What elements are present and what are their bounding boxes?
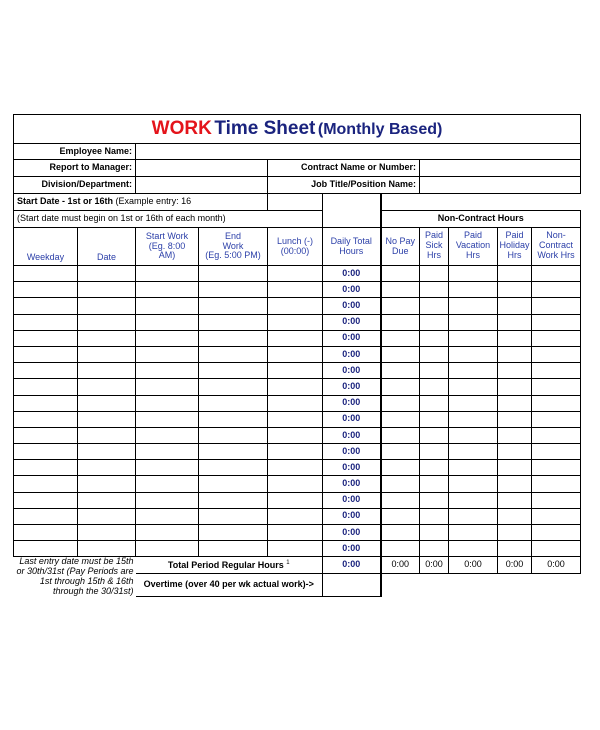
total-paid-holiday: 0:00 [498,557,532,574]
non-contract-work-cell[interactable] [532,314,581,330]
weekday-cell[interactable] [14,427,78,443]
paid-holiday-cell[interactable] [498,460,532,476]
start-work-cell[interactable] [136,282,199,298]
non-contract-work-cell[interactable] [532,282,581,298]
no-pay-due-cell[interactable] [381,314,420,330]
date-cell[interactable] [78,298,136,314]
non-contract-work-cell[interactable] [532,492,581,508]
start-date-row [14,194,268,211]
weekday-cell[interactable] [14,525,78,541]
overtime-blank [381,574,581,597]
report-to-manager-label: Report to Manager: [14,160,136,177]
paid-vacation-cell[interactable] [449,282,498,298]
non-contract-work-cell[interactable] [532,266,581,282]
non-contract-work-cell[interactable] [532,427,581,443]
start-work-cell[interactable] [136,346,199,362]
paid-vacation-cell[interactable] [449,460,498,476]
end-work-cell[interactable] [199,363,268,379]
end-work-cell[interactable] [199,298,268,314]
paid-sick-cell[interactable] [420,379,449,395]
no-pay-due-cell[interactable] [381,541,420,557]
no-pay-due-cell[interactable] [381,476,420,492]
paid-sick-cell[interactable] [420,266,449,282]
paid-sick-cell[interactable] [420,444,449,460]
date-cell[interactable] [78,411,136,427]
lunch-cell[interactable] [268,314,323,330]
paid-holiday-cell[interactable] [498,508,532,524]
pay-period-footnote: Last entry date must be 15th or 30th/31st (Pay Periods are 1st through 15th & 16th through the 30/31st) [16,556,134,597]
col-no-pay-line2: Due [391,245,409,256]
paid-sick-cell[interactable] [420,298,449,314]
col-paid-vac-line2: Vacation [455,239,491,250]
end-work-cell[interactable] [199,525,268,541]
end-work-cell[interactable] [199,476,268,492]
date-cell[interactable] [78,379,136,395]
table-row [14,460,581,476]
table-row [14,314,581,330]
start-work-cell[interactable] [136,330,199,346]
timesheet-rows [14,266,581,557]
non-contract-hours-title: Non-Contract Hours [381,211,581,228]
daily-total-cell: 0:00 [323,363,381,379]
end-work-cell[interactable] [199,444,268,460]
start-work-cell[interactable] [136,525,199,541]
paid-vacation-cell[interactable] [449,266,498,282]
paid-vacation-cell[interactable] [449,346,498,362]
weekday-cell[interactable] [14,492,78,508]
lunch-cell[interactable] [268,525,323,541]
lunch-cell[interactable] [268,298,323,314]
col-paid-vacation [449,228,498,266]
col-ncw-line2: Contract [538,239,573,250]
paid-sick-cell[interactable] [420,330,449,346]
no-pay-due-cell[interactable] [381,427,420,443]
paid-sick-cell[interactable] [420,476,449,492]
daily-total-cell: 0:00 [323,411,381,427]
weekday-cell[interactable] [14,266,78,282]
table-row [14,541,581,557]
daily-total-cell: 0:00 [323,460,381,476]
col-paid-vac-line3: Hrs [466,249,480,260]
col-paid-sick [420,228,449,266]
non-contract-work-cell[interactable] [532,525,581,541]
paid-vacation-cell[interactable] [449,444,498,460]
col-end-work-line1: End [224,230,241,241]
paid-vacation-cell[interactable] [449,541,498,557]
non-contract-work-cell[interactable] [532,411,581,427]
end-work-cell[interactable] [199,346,268,362]
title-word-time-sheet: Time Sheet [214,117,316,139]
lunch-cell[interactable] [268,460,323,476]
lunch-cell[interactable] [268,508,323,524]
weekday-cell[interactable] [14,314,78,330]
lunch-cell[interactable] [268,266,323,282]
lunch-cell[interactable] [268,427,323,443]
start-date-spacer [323,194,381,211]
col-start-work-line1: Start Work [145,230,189,241]
paid-vacation-cell[interactable] [449,525,498,541]
contract-name-label: Contract Name or Number: [268,160,420,177]
no-pay-due-cell[interactable] [381,346,420,362]
lunch-cell[interactable] [268,363,323,379]
date-cell[interactable] [78,508,136,524]
date-cell[interactable] [78,363,136,379]
paid-sick-cell[interactable] [420,427,449,443]
no-pay-due-cell[interactable] [381,492,420,508]
col-paid-sick-line2: Sick [425,239,443,250]
start-work-cell[interactable] [136,460,199,476]
col-end-work-line3: (Eg. 5:00 PM) [205,250,261,261]
start-work-cell[interactable] [136,379,199,395]
table-row [14,508,581,524]
col-end-work [199,228,268,266]
paid-sick-cell[interactable] [420,541,449,557]
no-pay-due-cell[interactable] [381,411,420,427]
no-pay-due-cell[interactable] [381,508,420,524]
non-contract-work-cell[interactable] [532,460,581,476]
weekday-cell[interactable] [14,460,78,476]
paid-vacation-cell[interactable] [449,363,498,379]
paid-holiday-cell[interactable] [498,363,532,379]
non-contract-work-cell[interactable] [532,508,581,524]
table-row [14,346,581,362]
non-contract-work-cell[interactable] [532,541,581,557]
table-row [14,444,581,460]
date-cell[interactable] [78,476,136,492]
lunch-cell[interactable] [268,492,323,508]
table-row [14,395,581,411]
start-work-cell[interactable] [136,444,199,460]
header-blank [381,194,581,211]
table-row [14,298,581,314]
col-paid-hol-line3: Hrs [507,249,522,260]
footer-blank [136,597,581,627]
date-cell[interactable] [78,541,136,557]
paid-holiday-cell[interactable] [498,525,532,541]
col-non-contract-work [532,228,581,266]
overtime-input[interactable] [323,574,381,597]
lunch-cell[interactable] [268,330,323,346]
paid-vacation-cell[interactable] [449,379,498,395]
lunch-cell[interactable] [268,411,323,427]
col-lunch [268,228,323,266]
lunch-cell[interactable] [268,282,323,298]
start-date-note-spacer [323,211,381,228]
job-title-label: Job Title/Position Name: [268,177,420,194]
col-paid-hol-line2: Holiday [499,239,530,250]
paid-sick-cell[interactable] [420,314,449,330]
date-cell[interactable] [78,346,136,362]
weekday-cell[interactable] [14,541,78,557]
daily-total-cell: 0:00 [323,508,381,524]
table-row [14,266,581,282]
start-work-cell[interactable] [136,508,199,524]
no-pay-due-cell[interactable] [381,379,420,395]
timesheet-table [13,114,581,627]
col-paid-holiday [498,228,532,266]
no-pay-due-cell[interactable] [381,282,420,298]
paid-vacation-cell[interactable] [449,427,498,443]
col-start-work [136,228,199,266]
no-pay-due-cell[interactable] [381,363,420,379]
division-department-label: Division/Department: [14,177,136,194]
col-lunch-line2: (00:00) [280,245,310,256]
lunch-cell[interactable] [268,379,323,395]
no-pay-due-cell[interactable] [381,395,420,411]
paid-sick-cell[interactable] [420,346,449,362]
paid-sick-cell[interactable] [420,282,449,298]
end-work-cell[interactable] [199,508,268,524]
employee-name-input[interactable] [136,144,581,160]
start-work-cell[interactable] [136,298,199,314]
start-date-example: (Example entry: 16 [115,196,192,207]
table-row [14,492,581,508]
table-row [14,411,581,427]
daily-total-cell: 0:00 [323,492,381,508]
col-paid-vac-line1: Paid [463,230,482,240]
daily-total-cell: 0:00 [323,266,381,282]
date-cell[interactable] [78,444,136,460]
weekday-cell[interactable] [14,346,78,362]
paid-holiday-cell[interactable] [498,346,532,362]
paid-vacation-cell[interactable] [449,476,498,492]
col-paid-sick-line3: Hrs [427,249,441,260]
no-pay-due-cell[interactable] [381,266,420,282]
col-paid-sick-line1: Paid [424,230,443,240]
non-contract-work-cell[interactable] [532,444,581,460]
daily-total-cell: 0:00 [323,346,381,362]
daily-total-cell: 0:00 [323,444,381,460]
total-paid-sick: 0:00 [420,557,449,574]
paid-vacation-cell[interactable] [449,492,498,508]
paid-sick-cell[interactable] [420,508,449,524]
col-start-work-line2: (Eg. 8:00 [148,240,186,251]
total-regular-hours-text: Total Period Regular Hours [167,559,284,570]
table-row [14,427,581,443]
employee-name-label: Employee Name: [14,144,136,160]
date-cell[interactable] [78,266,136,282]
daily-total-cell: 0:00 [323,379,381,395]
weekday-cell[interactable] [14,330,78,346]
paid-holiday-cell[interactable] [498,314,532,330]
non-contract-work-cell[interactable] [532,330,581,346]
paid-holiday-cell[interactable] [498,476,532,492]
paid-holiday-cell[interactable] [498,427,532,443]
start-work-cell[interactable] [136,492,199,508]
start-work-cell[interactable] [136,363,199,379]
contract-name-input[interactable] [420,160,581,177]
col-daily-total-line2: Hours [339,245,364,256]
col-ncw-line3: Work Hrs [537,249,575,260]
date-cell[interactable] [78,525,136,541]
table-row [14,330,581,346]
non-contract-work-cell[interactable] [532,346,581,362]
col-lunch-line1: Lunch (-) [276,235,313,246]
total-regular-hours-label [136,557,323,574]
lunch-cell[interactable] [268,395,323,411]
title-word-work: WORK [151,117,212,139]
non-contract-work-cell[interactable] [532,379,581,395]
daily-total-cell: 0:00 [323,330,381,346]
report-to-manager-input[interactable] [136,160,268,177]
end-work-cell[interactable] [199,330,268,346]
start-work-cell[interactable] [136,476,199,492]
daily-total-cell: 0:00 [323,314,381,330]
paid-holiday-cell[interactable] [498,492,532,508]
start-date-note: (Start date must begin on 1st or 16th of each month) [14,211,323,228]
weekday-cell[interactable] [14,282,78,298]
col-start-work-line3: AM) [158,250,176,261]
date-cell[interactable] [78,282,136,298]
end-work-cell[interactable] [199,379,268,395]
paid-sick-cell[interactable] [420,363,449,379]
paid-holiday-cell[interactable] [498,541,532,557]
paid-vacation-cell[interactable] [449,411,498,427]
col-no-pay-due [381,228,420,266]
end-work-cell[interactable] [199,314,268,330]
weekday-cell[interactable] [14,379,78,395]
date-cell[interactable] [78,395,136,411]
weekday-cell[interactable] [14,476,78,492]
start-work-cell[interactable] [136,314,199,330]
daily-total-cell: 0:00 [323,525,381,541]
start-date-label: Start Date - 1st or 16th [17,196,114,207]
title-word-monthly: (Monthly Based) [317,120,443,138]
non-contract-work-cell[interactable] [532,395,581,411]
date-cell[interactable] [78,492,136,508]
col-weekday: Weekday [14,228,78,266]
end-work-cell[interactable] [199,395,268,411]
daily-total-cell: 0:00 [323,298,381,314]
table-row [14,363,581,379]
start-date-input[interactable] [268,194,323,211]
division-department-input[interactable] [136,177,268,194]
total-no-pay-due: 0:00 [381,557,420,574]
no-pay-due-cell[interactable] [381,460,420,476]
paid-holiday-cell[interactable] [498,298,532,314]
lunch-cell[interactable] [268,444,323,460]
no-pay-due-cell[interactable] [381,444,420,460]
daily-total-cell: 0:00 [323,541,381,557]
paid-vacation-cell[interactable] [449,395,498,411]
paid-vacation-cell[interactable] [449,314,498,330]
paid-holiday-cell[interactable] [498,282,532,298]
end-work-cell[interactable] [199,411,268,427]
end-work-cell[interactable] [199,541,268,557]
paid-sick-cell[interactable] [420,411,449,427]
date-cell[interactable] [78,460,136,476]
end-work-cell[interactable] [199,282,268,298]
job-title-input[interactable] [420,177,581,194]
paid-holiday-cell[interactable] [498,330,532,346]
paid-sick-cell[interactable] [420,492,449,508]
daily-total-cell: 0:00 [323,282,381,298]
total-paid-vacation: 0:00 [449,557,498,574]
no-pay-due-cell[interactable] [381,525,420,541]
non-contract-work-cell[interactable] [532,298,581,314]
table-row [14,379,581,395]
paid-sick-cell[interactable] [420,525,449,541]
paid-holiday-cell[interactable] [498,444,532,460]
daily-total-cell: 0:00 [323,476,381,492]
col-paid-hol-line1: Paid [505,230,524,240]
weekday-cell[interactable] [14,395,78,411]
date-cell[interactable] [78,427,136,443]
table-row [14,282,581,298]
table-row [14,476,581,492]
end-work-cell[interactable] [199,266,268,282]
paid-sick-cell[interactable] [420,395,449,411]
paid-holiday-cell[interactable] [498,266,532,282]
non-contract-work-cell[interactable] [532,363,581,379]
sheet-title [14,115,581,144]
start-work-cell[interactable] [136,395,199,411]
col-date: Date [78,228,136,266]
date-cell[interactable] [78,314,136,330]
lunch-cell[interactable] [268,541,323,557]
no-pay-due-cell[interactable] [381,298,420,314]
end-work-cell[interactable] [199,492,268,508]
col-no-pay-line1: No Pay [385,235,415,246]
total-footnote-marker: 1 [286,559,290,566]
table-row [14,525,581,541]
col-end-work-line2: Work [222,240,244,251]
weekday-cell[interactable] [14,411,78,427]
paid-holiday-cell[interactable] [498,379,532,395]
date-cell[interactable] [78,330,136,346]
weekday-cell[interactable] [14,298,78,314]
col-daily-total-line1: Daily Total [330,235,372,246]
col-daily-total [323,228,381,266]
paid-holiday-cell[interactable] [498,395,532,411]
lunch-cell[interactable] [268,346,323,362]
col-ncw-line1: Non- [546,230,566,240]
end-work-cell[interactable] [199,427,268,443]
daily-total-cell: 0:00 [323,427,381,443]
paid-sick-cell[interactable] [420,460,449,476]
start-work-cell[interactable] [136,541,199,557]
daily-total-cell: 0:00 [323,395,381,411]
start-work-cell[interactable] [136,411,199,427]
weekday-cell[interactable] [14,363,78,379]
paid-vacation-cell[interactable] [449,330,498,346]
no-pay-due-cell[interactable] [381,330,420,346]
end-work-cell[interactable] [199,460,268,476]
paid-vacation-cell[interactable] [449,298,498,314]
total-non-contract-work: 0:00 [532,557,581,574]
start-work-cell[interactable] [136,266,199,282]
overtime-label: Overtime (over 40 per wk actual work)-> [136,574,323,597]
start-work-cell[interactable] [136,427,199,443]
total-regular-hours-value: 0:00 [323,557,381,574]
non-contract-work-cell[interactable] [532,476,581,492]
lunch-cell[interactable] [268,476,323,492]
paid-holiday-cell[interactable] [498,411,532,427]
weekday-cell[interactable] [14,444,78,460]
weekday-cell[interactable] [14,508,78,524]
paid-vacation-cell[interactable] [449,508,498,524]
